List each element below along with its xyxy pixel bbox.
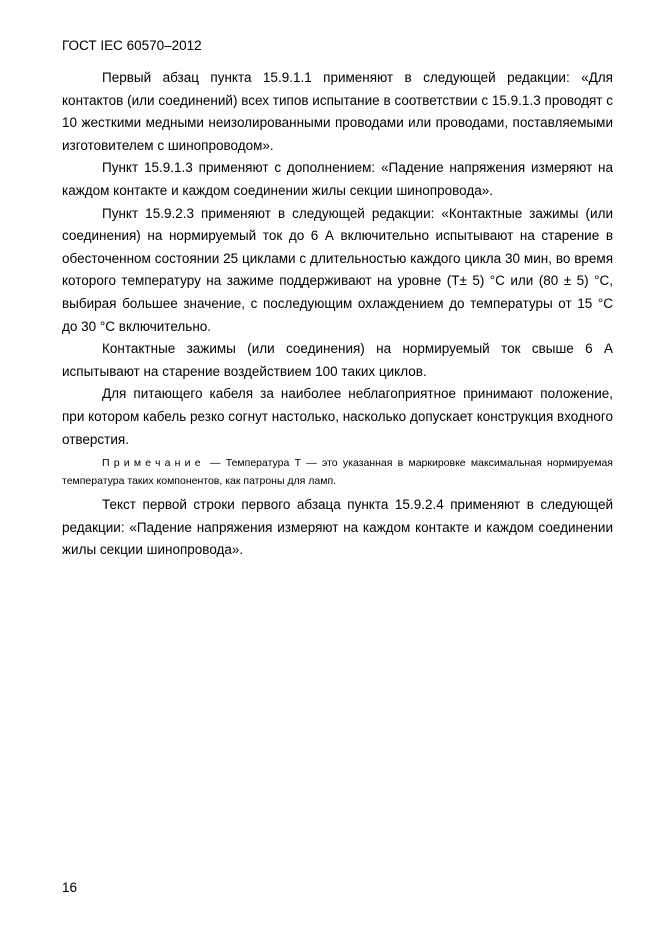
page-number: 16 bbox=[62, 880, 78, 895]
note bbox=[62, 454, 613, 490]
note-label: Примечание bbox=[102, 457, 205, 470]
paragraph-15-9-2-3: Пункт 15.9.2.3 применяют в следующей редакции: «Контактные зажимы (или соединения) на нормируемый ток до 6 А включительно испытывают на старение в обесточенном состоянии 25 циклами с длительностью каждого цикла 30 мин, во время которого температуру на зажиме поддерживают на уровне (Т± 5) °С или (80 ± 5) °С, выбирая большее значение, с последующим охлаждением до температуры от 15 °С до 30 °С включительно. bbox=[62, 205, 613, 334]
paragraph-15-9-1-1: Первый абзац пункта 15.9.1.1 применяют в следующей редакции: «Для контактов (или соединений) всех типов испытание в соответствии с 15.9.1.3 проводят с 10 жесткими медными неизолированными проводами или проводами, поставляемыми изготовителем с шинопроводом». bbox=[62, 70, 613, 153]
paragraph-supply-cable: Для питающего кабеля за наиболее неблагоприятное принимают положение, при котором кабель резко согнут настолько, насколько допускает конструкция входного отверстия. bbox=[62, 386, 613, 447]
paragraph-15-9-2-4: Текст первой строки первого абзаца пункта 15.9.2.4 применяют в следующей редакции: «Падение напряжения измеряют на каждом контакте и каждом соединении жилы секции шинопровода». bbox=[62, 497, 613, 558]
paragraph-over-6a: Контактные зажимы (или соединения) на нормируемый ток свыше 6 А испытывают на старение воздействием 100 таких циклов. bbox=[62, 341, 613, 379]
document-body bbox=[62, 67, 613, 562]
note-text: — Температура Т — это указанная в маркировке максимальная нормируемая температура таких компонентов, как патроны для ламп. bbox=[62, 457, 613, 488]
paragraph-15-9-1-3: Пункт 15.9.1.3 применяют с дополнением: «Падение напряжения измеряют на каждом контакте и каждом соединении жилы секции шинопровода». bbox=[62, 160, 613, 198]
document-header: ГОСТ IEC 60570–2012 bbox=[62, 38, 202, 53]
